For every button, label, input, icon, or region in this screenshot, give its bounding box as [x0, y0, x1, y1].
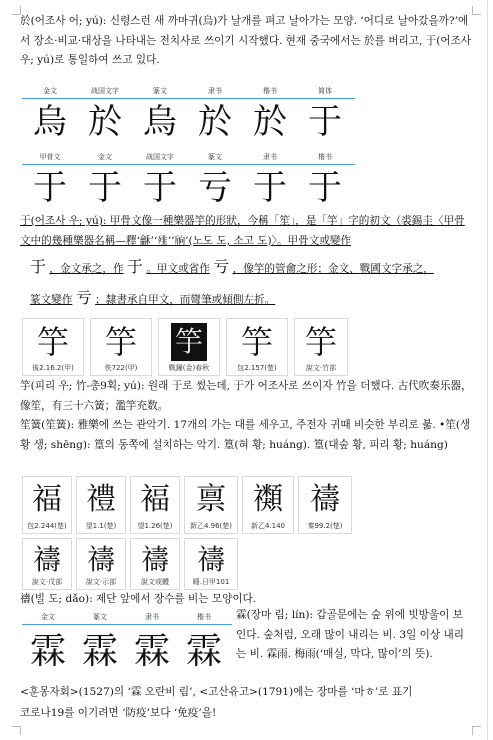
card-glyph: 竽	[171, 323, 207, 361]
strip-glyph: 烏	[33, 102, 67, 142]
inline-glyph: 亏	[213, 257, 230, 276]
paragraph-yu-1: 於(어조사 어; yú): 신령스런 새 까마귀(烏)가 날개를 펴고 날아가는 모양. ‘어디로 날아갔을까?’에서 장소·비교·대상을 나타내는 전치사로 쓰이기 시작했다. 현재 중국에서는 於를 버리고, 于(어조사 우; yú)로 통일하여 쓰고 있다.	[20, 15, 472, 66]
strip-glyph: 於	[198, 102, 232, 142]
glyph-card	[130, 476, 180, 534]
paragraph-dao: 禱(빌 도; dǎo): 제단 앞에서 장수를 비는 모양이다.	[20, 593, 257, 605]
glyph-card	[90, 318, 152, 376]
strip-glyph: 亏	[198, 168, 232, 208]
page-right-border	[487, 0, 488, 740]
card-caption: 包2.157(楚)	[237, 364, 277, 372]
card-glyph: 竽	[104, 323, 137, 361]
corner-mark-top-right	[472, 6, 481, 15]
glyph-card	[158, 318, 220, 376]
card-caption: 說文·竹部	[305, 364, 337, 372]
strip-label: 金文	[98, 153, 112, 161]
paragraph-text: 于(어조사 우; yú): 甲骨文像一種樂器竽的形狀，今稱「笙」，是「竽」字的初文（裘錫圭〈甲骨文中的幾種樂器名稱—釋‘龢’‘𩐁’‘𣂝’(노도 도, 소고 도)〉。甲骨文或變作	[20, 215, 465, 247]
card-caption: 望1.1(楚)	[85, 522, 117, 530]
strip-glyph: 于	[33, 168, 67, 208]
card-glyph: 禮	[86, 482, 116, 517]
card-glyph: 竽	[36, 323, 69, 361]
strip-label: 战国文字	[91, 87, 119, 95]
card-caption: 說文·戊部	[31, 578, 63, 586]
glyph-card	[184, 538, 238, 590]
inline-glyph: 于	[126, 257, 143, 276]
card-glyph: 禱	[140, 543, 169, 576]
strip-label: 金文	[41, 613, 55, 621]
inline-glyph: 亏	[75, 288, 92, 307]
strip-glyph: 于	[143, 168, 177, 208]
strip-glyph: 于	[88, 168, 122, 208]
glyph-card	[298, 476, 352, 534]
card-glyph: 禱	[196, 543, 225, 576]
strip-glyph: 于	[253, 168, 287, 208]
card-glyph: 禷	[253, 482, 283, 517]
strip-glyph: 於	[253, 102, 287, 142]
card-caption: 新乙4.140	[250, 522, 286, 530]
strip-label: 隶书	[263, 153, 277, 161]
glyph-card	[76, 476, 126, 534]
paragraph-yu-2-end	[30, 288, 472, 311]
paragraph-text: 。甲文或省作	[146, 263, 210, 275]
paragraph-lin: 霖(장마 림; lín): 갑골문에는 숲 위에 빗방울이 보인다. 숲처럼, 오래 많이 내리는 비. 3일 이상 내리는 비. 霖雨. 梅雨(‘매실, 막다, 많이’의 뜻).	[236, 609, 464, 660]
glyph-card	[76, 538, 126, 590]
glyph-card	[22, 476, 72, 534]
glyph-strip-1	[22, 86, 355, 146]
strip-glyph: 霖	[29, 631, 67, 672]
strip-glyph: 霖	[81, 631, 119, 672]
card-glyph: 褔	[140, 482, 170, 517]
paragraph-hunmong: <훈몽자회>(1527)의 ‘霖 오란비 림’, <고산유고>(1791)에는 장마를 ‘마ㅎ’로 표기	[20, 686, 413, 698]
strip-glyph: 于	[308, 168, 342, 208]
card-caption: 戰鐘(金)春秋	[168, 364, 210, 372]
card-caption: 說文或體	[141, 578, 169, 586]
strip-label: 隶书	[145, 613, 159, 621]
strip-label: 甲骨文	[39, 153, 61, 161]
card-caption: 秦99.2(楚)	[307, 522, 343, 530]
paragraph-text: ，像竽的管龠之形；金文、戰國文字承之，	[232, 263, 434, 275]
paragraph-yu-flute: 竽(피리 우; 竹-총9획; yú): 원래 于로 썼는데, 于가 어조사로 쓰이자 竹을 더했다. 古代吹奏乐器，像笙，有三十六簧；濫竽充数。	[20, 380, 472, 412]
strip-glyph: 霖	[133, 631, 171, 672]
card-glyph: 竽	[240, 323, 273, 361]
inline-glyph: 于	[30, 257, 47, 276]
strip-label: 楷书	[197, 613, 211, 621]
strip-label: 篆文	[208, 153, 222, 161]
strip-label: 篆文	[93, 613, 107, 621]
corner-mark-bottom-right	[472, 726, 481, 735]
card-caption: 包2.244(楚)	[27, 522, 67, 530]
strip-label: 楷书	[263, 87, 277, 95]
card-glyph: 禀	[196, 482, 226, 517]
strip-header	[22, 86, 355, 99]
strip-glyph: 于	[308, 102, 342, 142]
glyph-card	[242, 476, 294, 534]
strip-label: 楷书	[318, 153, 332, 161]
strip-label: 战国文字	[146, 153, 174, 161]
glyph-card	[22, 318, 84, 376]
paragraph-yu-2	[20, 212, 472, 251]
card-caption: 說文·示部	[85, 578, 117, 586]
card-caption: 望1.26(楚)	[137, 522, 173, 530]
strip-label: 简体	[318, 87, 332, 95]
paragraph-covid: 코로나19를 이기려면 ‘防疫’보다 ‘免疫’을!	[20, 707, 217, 719]
paragraph-text: ；隸書承自甲文，而彎筆或傾側左折。	[95, 294, 276, 306]
paragraph-text: ，金文承之，作	[49, 263, 124, 275]
corner-mark-bottom-left	[12, 726, 21, 735]
card-glyph: 竽	[304, 323, 337, 361]
card-glyph: 禱	[310, 482, 340, 517]
glyph-strip-3	[22, 612, 232, 682]
strip-glyph: 霖	[185, 631, 223, 672]
paragraph-text: 篆文變作	[30, 294, 73, 306]
glyph-card	[226, 318, 288, 376]
card-caption: 睡.日甲101	[192, 578, 230, 586]
card-glyph: 福	[32, 482, 62, 517]
strip-label: 隶书	[208, 87, 222, 95]
glyph-card	[130, 538, 180, 590]
card-caption: 新乙4.96(楚)	[189, 522, 233, 530]
glyph-strip-2	[22, 152, 355, 212]
paragraph-yu-2-line	[30, 257, 472, 280]
strip-header	[22, 152, 355, 165]
card-glyph: 禱	[86, 543, 115, 576]
strip-glyph: 於	[88, 102, 122, 142]
glyph-card	[22, 538, 72, 590]
strip-glyph: 烏	[143, 102, 177, 142]
glyph-card	[184, 476, 238, 534]
strip-label: 金文	[43, 87, 57, 95]
card-caption: 佚722(甲)	[104, 364, 138, 372]
card-caption: 後2.16.2(甲)	[32, 364, 74, 372]
glyph-card	[294, 318, 348, 376]
strip-label: 篆文	[153, 87, 167, 95]
paragraph-sheng-huang: 笙簧(笙簧): 雅樂에 쓰는 관악기. 17개의 가는 대를 세우고, 주전자 귀때 비슷한 부리로 붊. •笙(생황 생; shēng): 篁의 동쪽에 설치하는 악기. 篁(혀 황; huáng). 篁(대숲 황, 피리 황; huáng)	[20, 419, 471, 451]
card-glyph: 禱	[32, 543, 61, 576]
